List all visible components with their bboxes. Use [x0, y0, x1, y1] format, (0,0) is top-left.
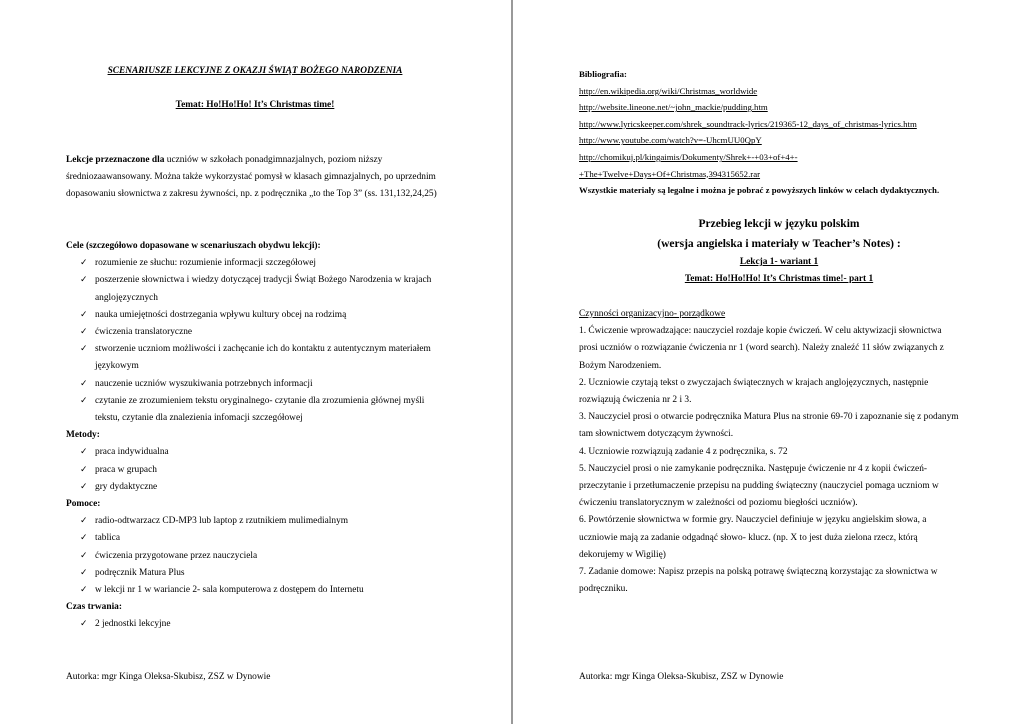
step-item: 4. Uczniowie rozwiązują zadanie 4 z podręcznika, s. 72	[579, 446, 788, 457]
checkmark-icon: ✓	[80, 309, 88, 320]
checkmark-icon: ✓	[80, 378, 88, 389]
duration-list	[66, 616, 438, 633]
checkmark-icon: ✓	[80, 567, 88, 578]
step-item: 6. Powtórzenie słownictwa w formie gry. Nauczyciel definiuje w języku angielskim słowa, a uczniowie mają za zadanie odgadnąć słowo- klucz. (np. X to jest duża zielona rzecz, którą dekorujemy w Wigilię)	[579, 515, 927, 560]
checkmark-icon: ✓	[80, 447, 88, 458]
list-item: ✓ czytanie ze zrozumieniem tekstu oryginalnego- czytanie dla zrozumienia głównej myśli tekstu, czytanie dla znalezienia infomacji szczegółowej	[66, 393, 438, 427]
bibliography-link[interactable]: http://www.youtube.com/watch?v=-UhcmUU0QpY	[579, 135, 762, 146]
list-item: ✓ nauka umiejętności dostrzegania wpływu kultury obcej na rodzimą	[66, 307, 438, 324]
step-item: 2. Uczniowie czytają tekst o zwyczajach świątecznych w krajach anglojęzycznych, następnie rozwiązują ćwiczenia nr 2 i 3.	[579, 377, 929, 406]
list-item: ✓ rozumienie ze słuchu: rozumienie informacji szczegółowej	[66, 255, 438, 272]
list-item: ✓ podręcznik Matura Plus	[66, 565, 438, 582]
list-item: ✓ poszerzenie słownictwa i wiedzy dotyczącej tradycji Świąt Bożego Narodzenia w krajach anglojęzycznych	[66, 272, 438, 306]
list-item: ✓ radio-odtwarzacz CD-MP3 lub laptop z rzutnikiem mulimedialnym	[66, 513, 438, 530]
author-footer: Autorka: mgr Kinga Oleksa-Skubisz, ZSZ w Dynowie	[66, 672, 271, 682]
lesson-header	[579, 214, 979, 288]
section-heading: Przebieg lekcji w języku polskim	[698, 218, 860, 230]
bibliography-link[interactable]: +The+Twelve+Days+Of+Christmas,394315652.rar	[579, 168, 761, 179]
list-item: ✓ stworzenie uczniom możliwości i zachęcanie ich do kontaktu z autentycznym materiałem językowym	[66, 341, 438, 375]
goals-list	[66, 255, 438, 427]
list-item: ✓ 2 jednostki lekcyjne	[66, 616, 438, 633]
lesson-steps	[579, 306, 961, 598]
goals-heading: Cele (szczegółowo dopasowane w scenariuszach obydwu lekcji):	[66, 241, 321, 251]
checkmark-icon: ✓	[80, 533, 88, 544]
list-item: ✓ nauczenie uczniów wyszukiwania potrzebnych informacji	[66, 376, 438, 393]
bibliography-link[interactable]: http://chomikuj.pl/kingaimis/Dokumenty/Shrek+-+03+of+4+-	[579, 151, 798, 162]
section-subheading: (wersja angielska i materiały w Teacher’s Notes) :	[657, 238, 901, 250]
document-title: SCENARIUSZE LEKCYJNE Z OKAZJI ŚWIĄT BOŻEGO NARODZENIA	[107, 66, 403, 76]
methods-heading: Metody:	[66, 430, 100, 441]
checkmark-icon: ✓	[80, 327, 88, 338]
lesson-topic: Temat: Ho!Ho!Ho! It’s Christmas time!- part 1	[684, 274, 874, 284]
topic-title: Temat: Ho!Ho!Ho! It’s Christmas time!	[175, 100, 335, 110]
goals-section	[66, 238, 438, 634]
list-item: ✓ w lekcji nr 1 w wariancie 2- sala komputerowa z dostępem do Internetu	[66, 582, 438, 599]
checkmark-icon: ✓	[80, 585, 88, 596]
intro-text: uczniów w szkołach ponadgimnazjalnych, poziom niższy średniozaawansowany. Można także wykorzystać pomysł w klasach gimnazjalnych, po uprzednim dopasowaniu słownictwa z zakresu żywności, np. z podręcznika „to the Top 3” (ss. 131,132,24,25)	[66, 155, 437, 200]
list-item: ✓ gry dydaktyczne	[66, 479, 438, 496]
checkmark-icon: ✓	[80, 481, 88, 492]
org-heading: Czynności organizacyjno- porządkowe	[579, 309, 726, 319]
step-item: 7. Zadanie domowe: Napisz przepis na polską potrawę świąteczną korzystając za słownictwa w podręczniku.	[579, 567, 938, 595]
checkmark-icon: ✓	[80, 344, 88, 355]
methods-list	[66, 444, 438, 496]
lesson-title: Lekcja 1- wariant 1	[739, 257, 819, 267]
intro-paragraph	[66, 152, 438, 204]
list-item: ✓ praca w grupach	[66, 462, 438, 479]
step-item: 5. Nauczyciel prosi o nie zamykanie podręcznika. Następuje ćwiczenie nr 4 z kopii ćwiczeń- przeczytanie i przetłumaczenie przepisu na pudding świąteczny (nauczyciel pomaga uczniom w ćwiczeniu translatorycznym w zależności od poziomu biegłości uczniów).	[579, 463, 939, 509]
legal-note: Wszystkie materiały są legalne i można je pobrać z powyższych linków w celach dydaktycznych.	[579, 185, 940, 196]
list-item: ✓ ćwiczenia przygotowane przez nauczyciela	[66, 548, 438, 565]
checkmark-icon: ✓	[80, 464, 88, 475]
aids-list	[66, 513, 438, 599]
bibliography-link[interactable]: http://en.wikipedia.org/wiki/Christmas_worldwide	[579, 85, 758, 96]
duration-heading: Czas trwania:	[66, 602, 122, 613]
list-item: ✓ praca indywidualna	[66, 444, 438, 461]
author-footer: Autorka: mgr Kinga Oleksa-Skubisz, ZSZ w Dynowie	[579, 672, 784, 682]
checkmark-icon: ✓	[80, 258, 88, 269]
list-item: ✓ tablica	[66, 530, 438, 547]
bibliography-link[interactable]: http://website.lineone.net/~john_mackie/pudding.htm	[579, 102, 768, 113]
checkmark-icon: ✓	[80, 395, 88, 406]
bibliography-link[interactable]: http://www.lyricskeeper.com/shrek_soundtrack-lyrics/219365-12_days_of_christmas-lyrics.htm	[579, 118, 917, 129]
checkmark-icon: ✓	[80, 275, 88, 286]
step-item: 3. Nauczyciel prosi o otwarcie podręcznika Matura Plus na stronie 69-70 i zapoznanie się z podanym tam słownictwem dotyczącym żywności.	[579, 412, 959, 440]
list-item: ✓ ćwiczenia translatoryczne	[66, 324, 438, 341]
bibliography-section	[579, 66, 979, 199]
checkmark-icon: ✓	[80, 619, 88, 630]
intro-bold: Lekcje przeznaczone dla	[66, 155, 165, 165]
checkmark-icon: ✓	[80, 550, 88, 561]
aids-heading: Pomoce:	[66, 499, 101, 510]
step-item: 1. Ćwiczenie wprowadzające: nauczyciel rozdaje kopie ćwiczeń. W celu aktywizacji słownictwa prosi uczniów o rozwiązanie ćwiczenia nr 1 (word search). Należy znaleźć 11 słów związanych z Bożym Narodzeniem.	[579, 326, 944, 371]
checkmark-icon: ✓	[80, 516, 88, 527]
right-page	[512, 0, 1024, 724]
bibliography-heading: Bibliografia:	[579, 69, 627, 79]
